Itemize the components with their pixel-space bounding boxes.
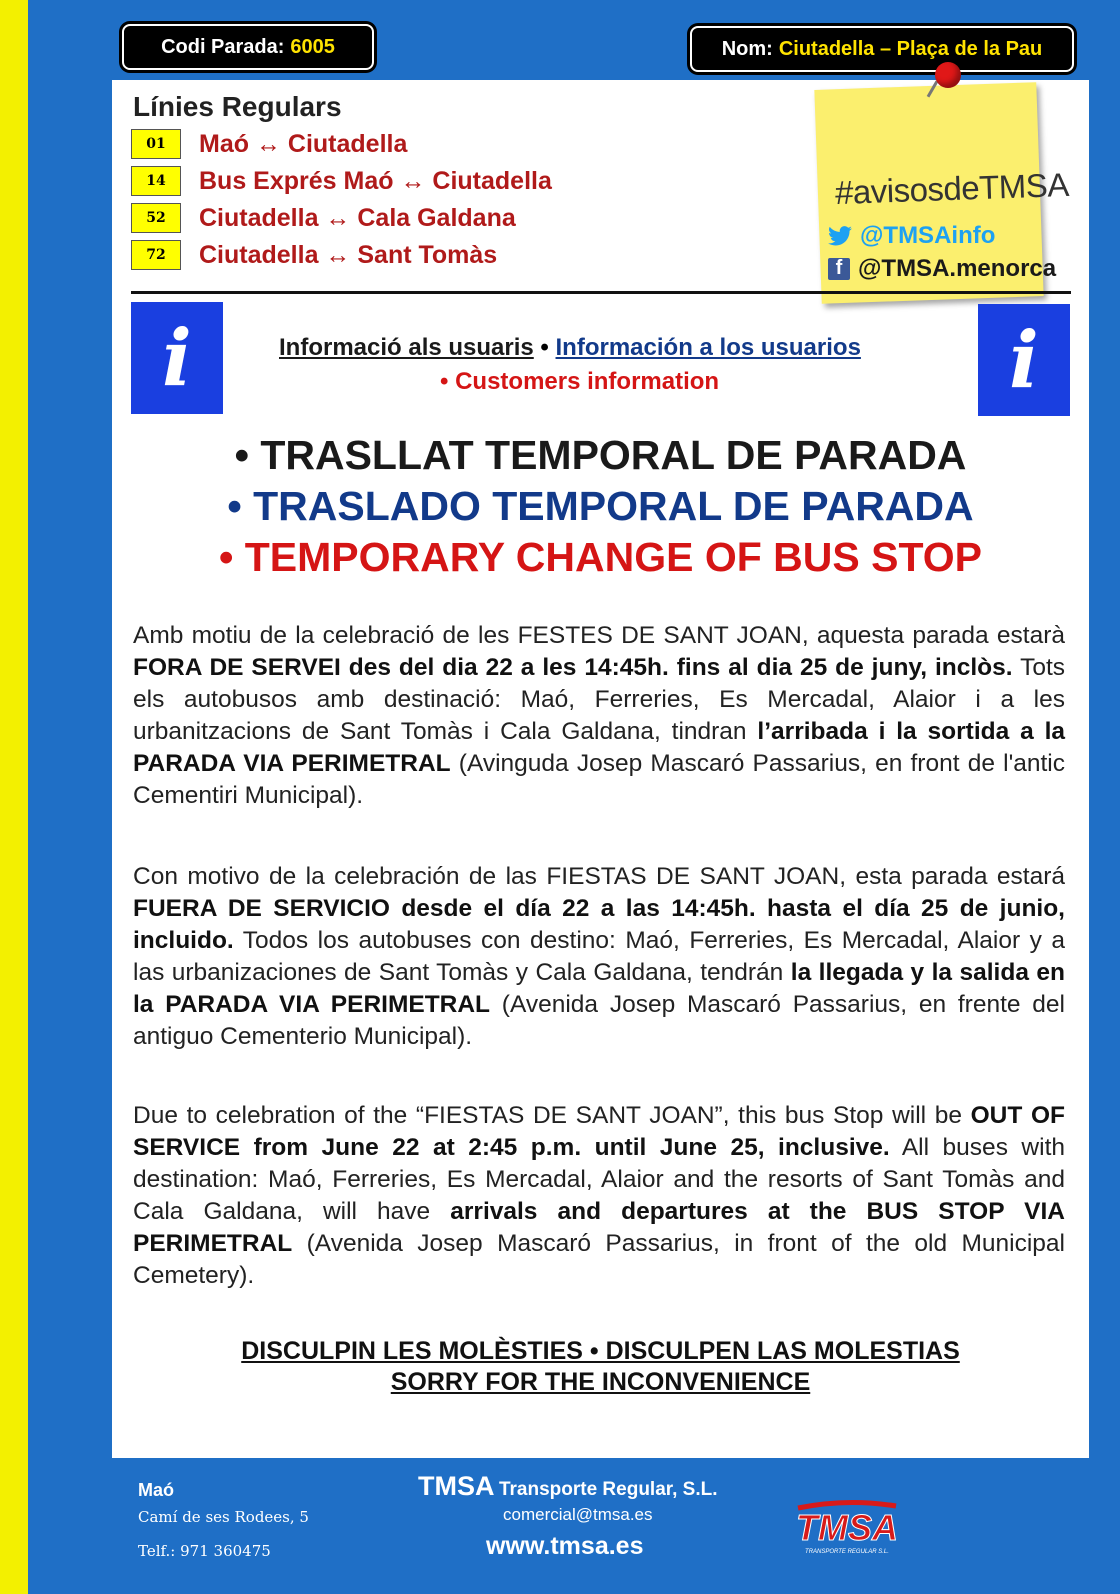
info-heading xyxy=(279,334,861,362)
line-number-badge: 72 xyxy=(131,240,181,270)
line-number-badge: 14 xyxy=(131,166,181,196)
notice-paragraph-es xyxy=(133,861,1065,1053)
line-item xyxy=(131,203,516,233)
bold-run: FUERA DE SERVICIO desde el día 22 a las 14:45h. hasta el día 25 de junio, incluido. xyxy=(133,895,1065,954)
stop-name-label: Nom: xyxy=(721,37,773,60)
info-separator: • xyxy=(533,334,556,361)
line-name: Bus Exprés Maó ↔ Ciutadella xyxy=(199,166,552,195)
footer-address: Camí de ses Rodees, 5 xyxy=(138,1508,309,1526)
logo-subtext: TRANSPORTE REGULAR S.L. xyxy=(805,1549,889,1555)
footer-phone[interactable]: Telf.: 971 360475 xyxy=(138,1542,271,1560)
stop-code-badge xyxy=(122,24,374,70)
footer-city: Maó xyxy=(138,1480,174,1500)
info-label-en: • Customers information xyxy=(440,368,720,395)
text-run: (Avenida Josep Mascaró Passarius, in front of the old Municipal Cemetery). xyxy=(133,1230,1065,1289)
sticky-hashtag: #avisosdeTMSA xyxy=(834,165,1070,212)
line-name: Ciutadella ↔ Cala Galdana xyxy=(199,203,516,232)
apology-line-2: SORRY FOR THE INCONVENIENCE xyxy=(390,1368,811,1396)
footer-website[interactable]: www.tmsa.es xyxy=(486,1532,644,1560)
bold-run: FORA DE SERVEI des del dia 22 a les 14:45h. fins al dia 25 de juny, inclòs. xyxy=(133,654,1013,681)
notice-paragraph-en xyxy=(133,1100,1065,1292)
twitter-icon xyxy=(828,226,852,246)
bold-run: arrivals and departures at the BUS STOP VIA PERIMETRAL xyxy=(133,1198,1066,1257)
text-run: Tots els autobusos amb destinació: Maó, Ferreries, Es Mercadal, Alaior i a les urbanitzacions de Sant Tomàs i Cala Galdana, tindran xyxy=(133,654,1066,745)
notice-paragraph-ca xyxy=(133,620,1065,812)
line-name: Maó ↔ Ciutadella xyxy=(199,129,408,158)
info-icon: i xyxy=(131,302,223,414)
facebook-handle: @TMSA.menorca xyxy=(858,255,1057,282)
line-item xyxy=(131,240,497,270)
text-run: (Avinguda Josep Mascaró Passarius, en front de l'antic Cementiri Municipal). xyxy=(133,750,1065,809)
text-run: All buses with destination: Maó, Ferreries, Es Mercadal, Alaior and the resorts of Sant Tomàs and Cala Galdana, will have xyxy=(133,1134,1065,1225)
facebook-icon: f xyxy=(828,258,850,280)
bold-run: OUT OF SERVICE from June 22 at 2:45 p.m. until June 25, inclusive. xyxy=(133,1102,1065,1161)
lines-title: Línies Regulars xyxy=(133,91,342,122)
line-name: Ciutadella ↔ Sant Tomàs xyxy=(199,240,498,269)
text-run: Due to celebration of the “FIESTAS DE SANT JOAN”, this bus Stop will be xyxy=(133,1102,971,1129)
info-label-es: Información a los usuarios xyxy=(555,334,861,361)
left-blue-strip xyxy=(28,0,112,1594)
bold-run: l’arribada i la sortida a la PARADA VIA PERIMETRAL xyxy=(133,718,1065,777)
bold-run: la llegada y la salida en la PARADA VIA PERIMETRAL xyxy=(133,959,1066,1018)
facebook-handle-row[interactable] xyxy=(828,255,1056,283)
left-yellow-strip xyxy=(0,0,28,1594)
company-short: TMSA xyxy=(418,1471,495,1501)
line-item xyxy=(131,166,552,196)
twitter-handle: @TMSAinfo xyxy=(860,222,996,249)
tmsa-logo xyxy=(792,1498,902,1556)
text-run: Amb motiu de la celebració de les FESTES DE SANT JOAN, aquesta parada estarà xyxy=(133,622,1065,649)
footer-company xyxy=(418,1471,718,1502)
stop-name-value: Ciutadella – Plaça de la Pau xyxy=(778,37,1043,60)
headline-es: • TRASLADO TEMPORAL DE PARADA xyxy=(227,483,974,529)
stop-name-badge xyxy=(690,26,1074,72)
headline-ca: • TRASLLAT TEMPORAL DE PARADA xyxy=(234,432,967,478)
text-run: (Avenida Josep Mascaró Passarius, en frente del antiguo Cementerio Municipal). xyxy=(133,991,1065,1050)
info-icon: i xyxy=(978,304,1070,416)
stop-code-value: 6005 xyxy=(290,35,335,58)
logo-text: TMSA xyxy=(796,1507,898,1548)
apology-line-1: DISCULPIN LES MOLÈSTIES • DISCULPEN LAS MOLESTIAS xyxy=(241,1337,960,1365)
info-label-ca: Informació als usuaris xyxy=(279,334,534,361)
divider-line xyxy=(131,291,1071,294)
headline-en: • TEMPORARY CHANGE OF BUS STOP xyxy=(218,534,983,580)
line-number-badge: 52 xyxy=(131,203,181,233)
twitter-handle-row[interactable] xyxy=(828,222,995,250)
text-run: Con motivo de la celebración de las FIESTAS DE SANT JOAN, esta parada estará xyxy=(133,863,1065,890)
company-rest: Transporte Regular, S.L. xyxy=(498,1479,718,1500)
line-item xyxy=(131,129,407,159)
text-run: Todos los autobuses con destino: Maó, Ferreries, Es Mercadal, Alaior y a las urbanizaciones de Sant Tomàs y Cala Galdana, tendrán xyxy=(133,927,1065,986)
stop-code-label: Codi Parada: xyxy=(161,35,285,58)
footer-email[interactable]: comercial@tmsa.es xyxy=(503,1505,653,1524)
pushpin-icon xyxy=(935,62,961,88)
line-number-badge: 01 xyxy=(131,129,181,159)
right-blue-strip xyxy=(1089,0,1120,1594)
